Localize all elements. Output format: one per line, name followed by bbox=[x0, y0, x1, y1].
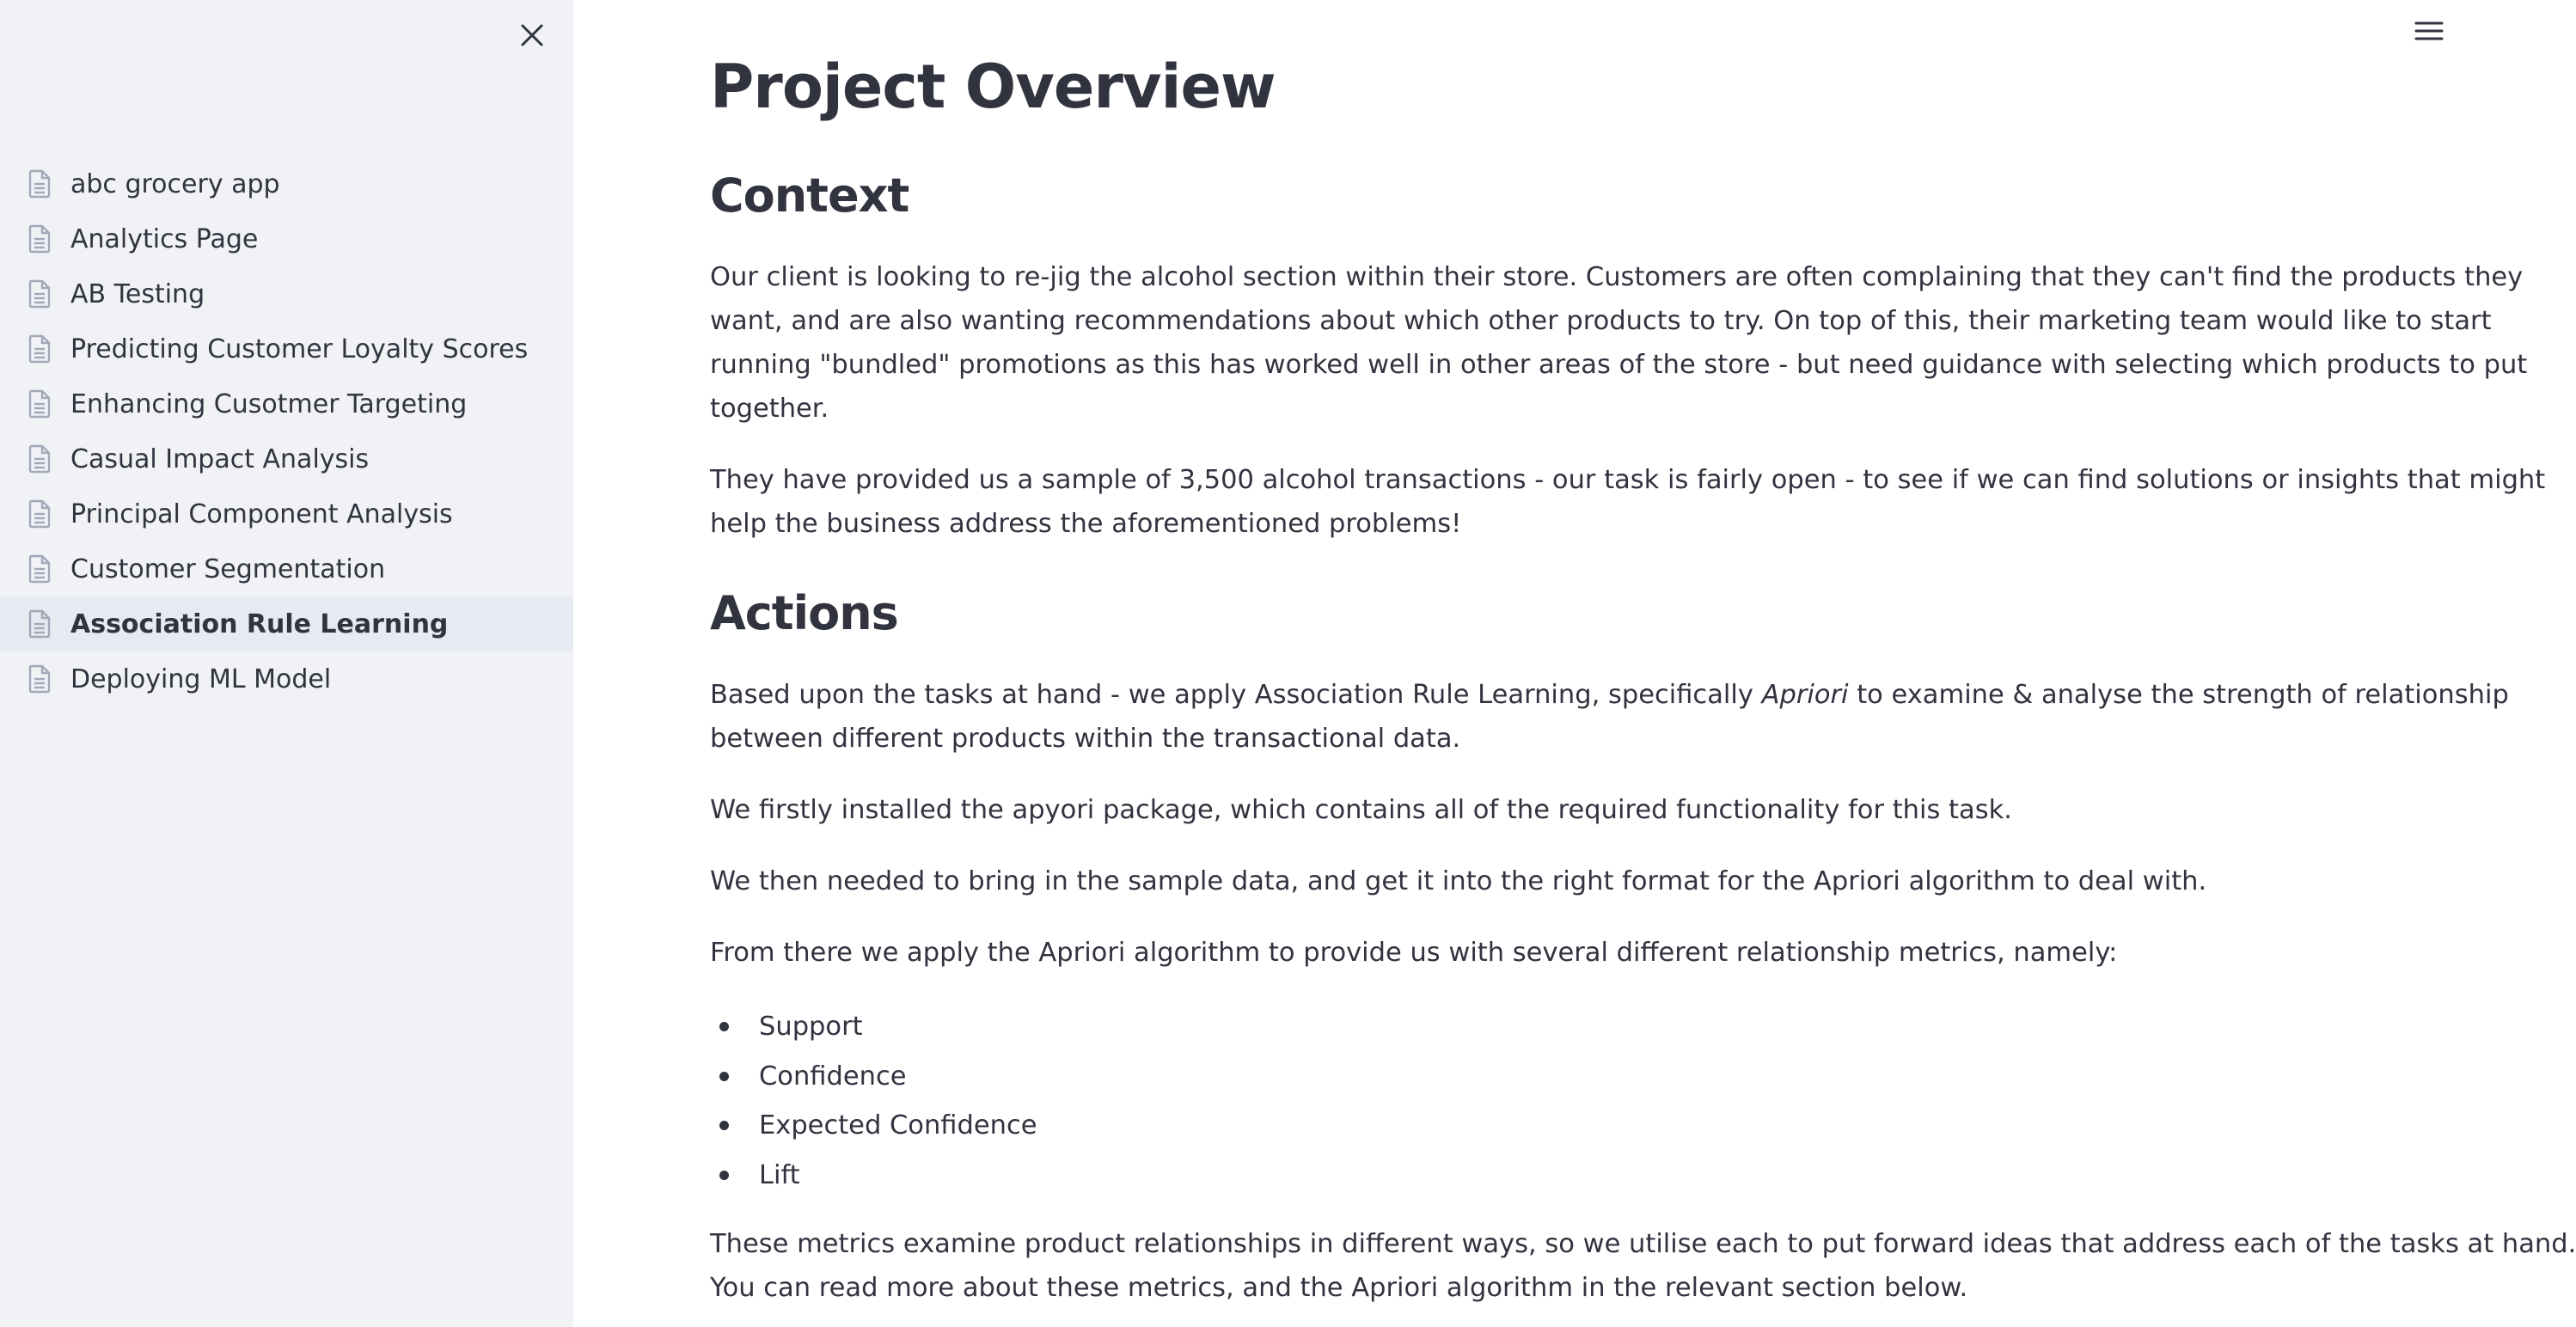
text-line: You can read more about these metrics, and the Apriori algorithm in the relevant section below. bbox=[710, 1273, 1968, 1303]
actions-paragraph-2 bbox=[710, 788, 2326, 832]
document-icon bbox=[26, 444, 53, 474]
sidebar-item-label: Association Rule Learning bbox=[70, 608, 449, 639]
bullet-icon bbox=[719, 1072, 729, 1081]
main-content bbox=[710, 0, 2576, 1327]
bullet-icon bbox=[719, 1171, 729, 1180]
list-item-text: Support bbox=[759, 1012, 863, 1043]
bullet-icon bbox=[719, 1022, 729, 1031]
text-line: From there we apply the Apriori algorithm to provide us with several different relationship metrics, namely: bbox=[710, 938, 2118, 968]
sidebar-item-label: Principal Component Analysis bbox=[70, 498, 453, 529]
metrics-list bbox=[710, 1002, 1037, 1200]
sidebar-item-predicting-customer-loyalty-scores[interactable] bbox=[0, 321, 573, 376]
text-line: running "bundled" promotions as this has worked well in other areas of the store - but need guidance with selecting which products to put bbox=[710, 350, 2528, 380]
sidebar-item-customer-segmentation[interactable] bbox=[0, 541, 573, 596]
sidebar-item-label: Predicting Customer Loyalty Scores bbox=[70, 333, 529, 364]
list-item bbox=[710, 1151, 1037, 1201]
text-line: They have provided us a sample of 3,500 alcohol transactions - our task is fairly open - to see if we can find solutions or insights that might bbox=[710, 465, 2546, 495]
document-icon bbox=[26, 224, 53, 254]
context-heading: Context bbox=[710, 168, 909, 223]
context-paragraph-2 bbox=[710, 458, 2546, 546]
actions-paragraph-4 bbox=[710, 931, 2326, 975]
text-line: These metrics examine product relationships in different ways, so we utilise each to put forward ideas that address each of the tasks at hand. bbox=[710, 1229, 2576, 1259]
sidebar-item-label: Customer Segmentation bbox=[70, 553, 386, 584]
document-icon bbox=[26, 609, 53, 639]
text-line: help the business address the aforementioned problems! bbox=[710, 509, 1462, 539]
main-menu-button[interactable] bbox=[2412, 15, 2446, 46]
sidebar-item-label: Analytics Page bbox=[70, 223, 259, 254]
document-icon bbox=[26, 389, 53, 419]
text-segment: Based upon the tasks at hand - we apply Association Rule Learning, specifically bbox=[710, 680, 1762, 710]
document-icon bbox=[26, 554, 53, 584]
list-item-text: Lift bbox=[759, 1159, 800, 1190]
sidebar-item-deploying-ml-model[interactable] bbox=[0, 651, 573, 706]
page-title: Project Overview bbox=[710, 52, 1276, 122]
apriori-emphasis: Apriori bbox=[1761, 680, 1849, 710]
document-icon bbox=[26, 334, 53, 364]
sidebar-item-label: Casual Impact Analysis bbox=[70, 443, 370, 474]
text-line: between different products within the transactional data. bbox=[710, 724, 1461, 754]
sidebar-item-label: AB Testing bbox=[70, 278, 205, 309]
sidebar-item-analytics-page[interactable] bbox=[0, 211, 573, 266]
sidebar-item-ab-testing[interactable] bbox=[0, 266, 573, 321]
sidebar-nav bbox=[0, 156, 573, 706]
list-item-text: Expected Confidence bbox=[759, 1110, 1037, 1141]
actions-heading: Actions bbox=[710, 586, 898, 640]
sidebar-item-enhancing-customer-targeting[interactable] bbox=[0, 376, 573, 431]
sidebar bbox=[0, 0, 573, 1327]
sidebar-item-label: abc grocery app bbox=[70, 168, 280, 199]
document-icon bbox=[26, 499, 53, 529]
text-segment: to examine & analyse the strength of relationship bbox=[1848, 680, 2509, 710]
document-icon bbox=[26, 664, 53, 694]
text-line: together. bbox=[710, 394, 829, 424]
list-item-text: Confidence bbox=[759, 1061, 907, 1092]
hamburger-menu-icon bbox=[2414, 20, 2444, 42]
sidebar-item-principal-component-analysis[interactable] bbox=[0, 486, 573, 541]
sidebar-item-label: Enhancing Cusotmer Targeting bbox=[70, 388, 468, 419]
text-line: We then needed to bring in the sample data, and get it into the right format for the Apriori algorithm to deal with. bbox=[710, 866, 2207, 896]
sidebar-item-abc-grocery-app[interactable] bbox=[0, 156, 573, 211]
sidebar-item-casual-impact-analysis[interactable] bbox=[0, 431, 573, 486]
text-line: We firstly installed the apyori package, which contains all of the required functionality for this task. bbox=[710, 795, 2012, 825]
actions-paragraph-1 bbox=[710, 673, 2509, 761]
bullet-icon bbox=[719, 1121, 729, 1130]
text-line: want, and are also wanting recommendations about which other products to try. On top of this, their marketing team would like to start bbox=[710, 306, 2492, 336]
text-line: Our client is looking to re-jig the alcohol section within their store. Customers are often complaining that they can't find the products they bbox=[710, 262, 2524, 292]
sidebar-item-label: Deploying ML Model bbox=[70, 664, 332, 694]
list-item bbox=[710, 1002, 1037, 1052]
close-icon bbox=[519, 22, 545, 48]
sidebar-item-association-rule-learning[interactable] bbox=[0, 596, 573, 651]
close-sidebar-button[interactable] bbox=[514, 17, 550, 53]
document-icon bbox=[26, 279, 53, 309]
list-item bbox=[710, 1052, 1037, 1102]
list-item bbox=[710, 1101, 1037, 1151]
text-line bbox=[710, 673, 2509, 717]
document-icon bbox=[26, 169, 53, 199]
actions-paragraph-5 bbox=[710, 1222, 2576, 1310]
actions-paragraph-3 bbox=[710, 859, 2326, 903]
context-paragraph-1 bbox=[710, 255, 2528, 431]
